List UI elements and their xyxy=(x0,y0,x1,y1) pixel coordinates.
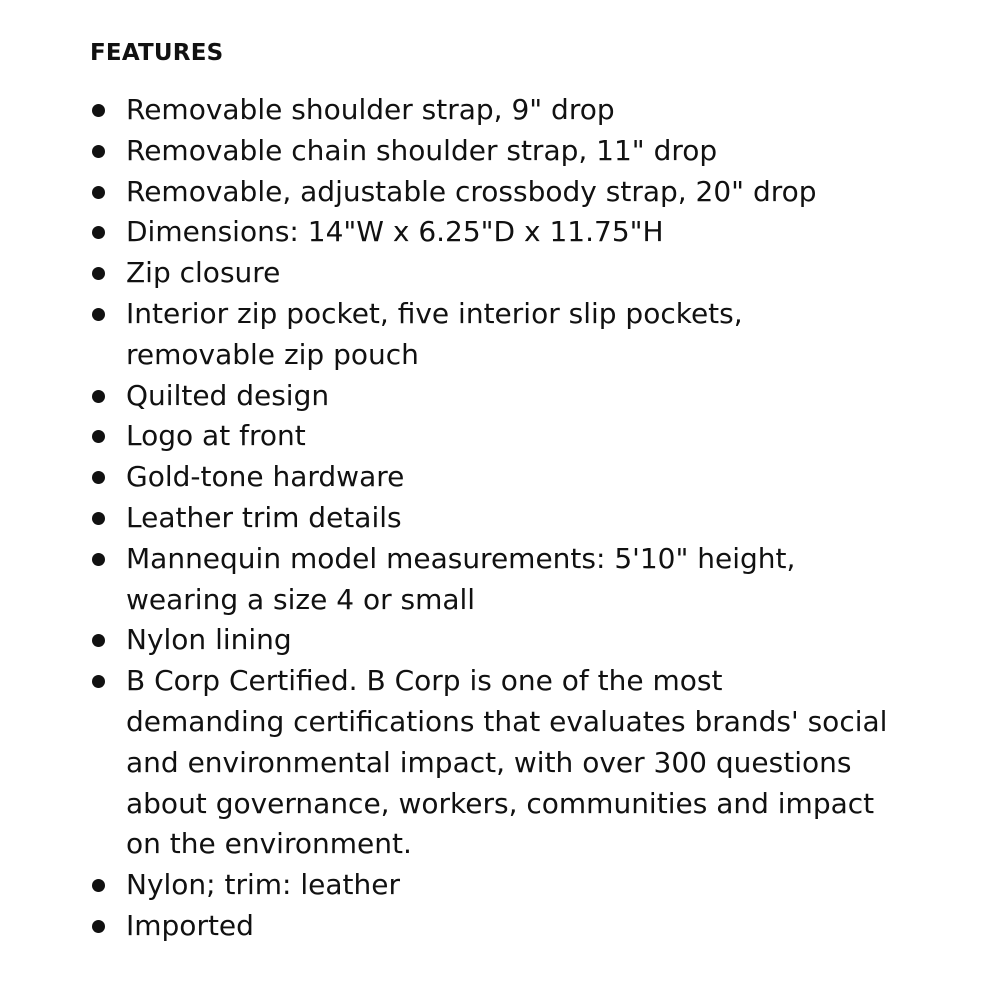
list-item xyxy=(90,172,920,213)
list-item xyxy=(90,90,920,131)
list-item xyxy=(90,253,920,294)
feature-text: B Corp Certified. B Corp is one of the most demanding certifications that evaluates brands' social and environmental impact, with over 300 questions about governance, workers, communities and impact on the environment. xyxy=(126,664,888,861)
list-item xyxy=(90,416,920,457)
bullet-icon xyxy=(92,186,105,199)
feature-text: Imported xyxy=(126,908,254,942)
bullet-icon xyxy=(92,308,105,321)
feature-text: Removable, adjustable crossbody strap, 20" drop xyxy=(126,174,817,208)
section-heading: FEATURES xyxy=(90,40,224,66)
list-item xyxy=(90,539,920,621)
bullet-icon xyxy=(92,104,105,117)
feature-text: Nylon; trim: leather xyxy=(126,868,401,902)
list-item xyxy=(90,457,920,498)
bullet-icon xyxy=(92,634,105,647)
feature-text: Dimensions: 14"W x 6.25"D x 11.75"H xyxy=(126,215,664,249)
feature-text: Nylon lining xyxy=(126,623,292,657)
bullet-icon xyxy=(92,390,105,403)
list-item xyxy=(90,498,920,539)
bullet-icon xyxy=(92,920,105,933)
list-item xyxy=(90,906,920,947)
feature-text: Removable chain shoulder strap, 11" drop xyxy=(126,133,718,167)
feature-text: Logo at front xyxy=(126,419,306,453)
feature-list xyxy=(90,90,1000,947)
bullet-icon xyxy=(92,675,105,688)
bullet-icon xyxy=(92,471,105,484)
list-item xyxy=(90,131,920,172)
bullet-icon xyxy=(92,430,105,443)
feature-text: Quilted design xyxy=(126,378,330,412)
bullet-icon xyxy=(92,226,105,239)
list-item xyxy=(90,294,920,376)
feature-text: Interior zip pocket, five interior slip pockets, removable zip pouch xyxy=(126,296,743,371)
bullet-icon xyxy=(92,879,105,892)
feature-text: Zip closure xyxy=(126,256,281,290)
bullet-icon xyxy=(92,267,105,280)
bullet-icon xyxy=(92,512,105,525)
bullet-icon xyxy=(92,553,105,566)
list-item xyxy=(90,865,920,906)
list-item xyxy=(90,376,920,417)
list-item xyxy=(90,620,920,661)
feature-text: Mannequin model measurements: 5'10" height, wearing a size 4 or small xyxy=(126,541,796,616)
feature-text: Leather trim details xyxy=(126,500,402,534)
list-item xyxy=(90,212,920,253)
feature-text: Gold-tone hardware xyxy=(126,460,405,494)
list-item xyxy=(90,661,920,865)
bullet-icon xyxy=(92,145,105,158)
feature-text: Removable shoulder strap, 9" drop xyxy=(126,93,615,126)
